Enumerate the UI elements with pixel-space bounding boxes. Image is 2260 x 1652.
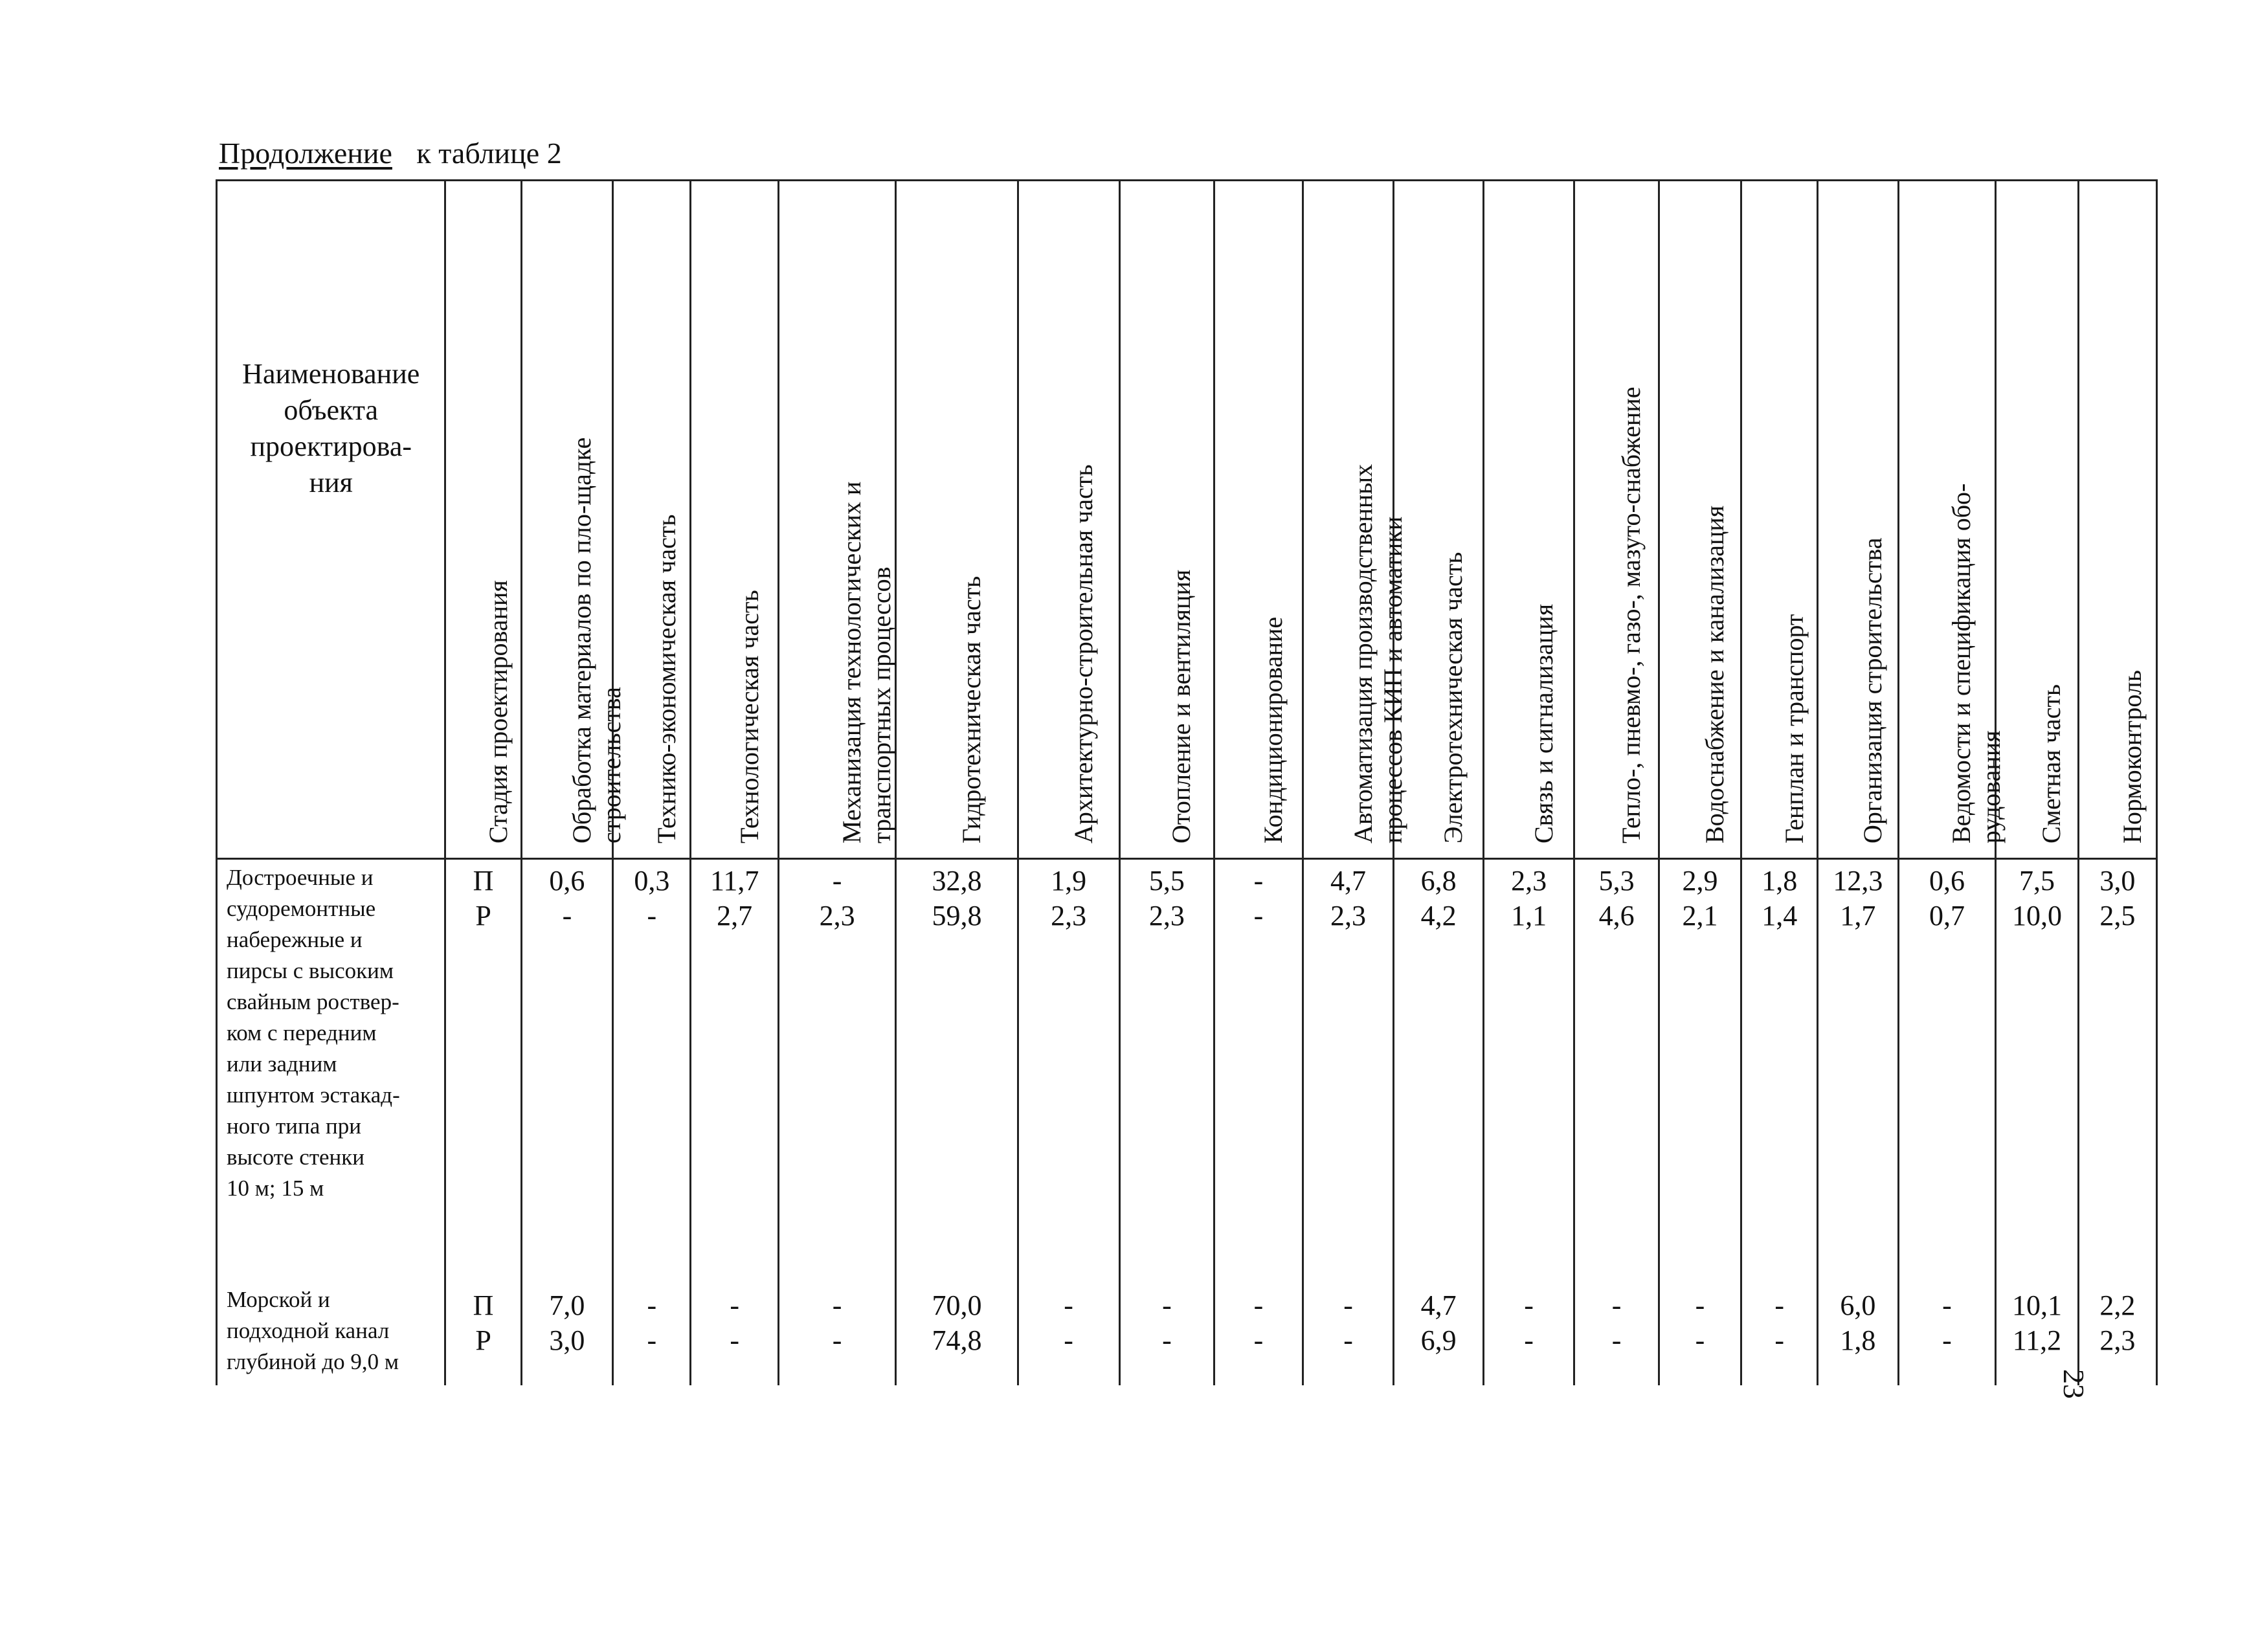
- value-stage-r: 2,1: [1682, 900, 1718, 932]
- value-stage-p: 5,5: [1148, 865, 1185, 897]
- column-header-label: Технико-экономическая часть: [651, 514, 681, 843]
- value-cell: [2078, 1258, 2156, 1385]
- column-header: [613, 181, 691, 859]
- value-stage-p: 4,7: [1330, 865, 1367, 897]
- object-name-line: Морской и: [227, 1287, 330, 1312]
- value-stage-r: 1,1: [1511, 900, 1547, 932]
- object-name-line: 10 м; 15 м: [227, 1176, 324, 1201]
- value-stage-p: -: [1524, 1289, 1534, 1321]
- table-caption: [219, 136, 562, 170]
- value-stage-p: 2,2: [2099, 1289, 2136, 1321]
- value-stage-p: 0,6: [1929, 865, 1965, 897]
- value-stage-r: 0,7: [1929, 900, 1965, 932]
- object-name-line: ком с передним: [227, 1020, 377, 1045]
- table-row: [217, 859, 2157, 1259]
- value-stage-r: 2,3: [1330, 900, 1367, 932]
- column-header-label: Гидротехническая часть: [956, 575, 986, 843]
- value-stage-r: 1,7: [1840, 900, 1876, 932]
- value-stage-p: П: [473, 1289, 494, 1321]
- value-stage-r: 2,3: [1148, 900, 1185, 932]
- column-header: [2078, 181, 2156, 859]
- value-stage-p: -: [647, 1289, 657, 1321]
- object-name-line: ного типа при: [227, 1113, 361, 1139]
- value-stage-p: 32,8: [932, 865, 982, 897]
- value-stage-r: -: [1695, 1324, 1705, 1356]
- column-header: [1574, 181, 1659, 859]
- page-number: 23: [2057, 1369, 2090, 1399]
- value-stage-r: -: [1611, 1324, 1622, 1356]
- value-cell: [1119, 1258, 1214, 1385]
- value-stage-r: 4,6: [1598, 900, 1635, 932]
- value-cell: [691, 1258, 778, 1385]
- value-cell: [1483, 859, 1574, 1259]
- value-stage-r: -: [562, 900, 572, 932]
- column-header: [1659, 181, 1741, 859]
- value-cell: [1214, 859, 1303, 1259]
- object-name-line: глубиной до 9,0 м: [227, 1349, 399, 1374]
- column-header-label: Тепло-, пневмо-, газо-, мазуто-снабжение: [1617, 386, 1646, 843]
- column-header: [1214, 181, 1303, 859]
- value-stage-r: 4,2: [1420, 900, 1457, 932]
- value-stage-p: 70,0: [932, 1289, 982, 1321]
- column-header-label: Ведомости и спецификация обо-рудования: [1947, 483, 2006, 843]
- value-cell: [1574, 1258, 1659, 1385]
- value-cell: [1303, 859, 1394, 1259]
- value-stage-p: -: [832, 865, 842, 897]
- column-header-label: Генплан и транспорт: [1779, 614, 1809, 843]
- value-cell: [1996, 859, 2078, 1259]
- value-stage-p: 7,5: [2019, 865, 2055, 897]
- header-object-name: [217, 181, 445, 859]
- value-stage-p: 0,3: [634, 865, 670, 897]
- value-stage-p: -: [1253, 1289, 1264, 1321]
- table-header-row: [217, 181, 2157, 859]
- object-name-line: или задним: [227, 1051, 337, 1077]
- value-stage-r: 59,8: [932, 900, 982, 932]
- column-header-label: Организация строительства: [1857, 537, 1887, 843]
- value-stage-p: П: [473, 865, 494, 897]
- value-stage-p: 2,9: [1682, 865, 1718, 897]
- object-name-line: свайным роствер-: [227, 989, 399, 1014]
- header-object-name-line: проектирова-: [250, 430, 412, 462]
- value-cell: [1659, 1258, 1741, 1385]
- value-stage-p: -: [1064, 1289, 1073, 1321]
- column-header-label: Автоматизация производственных процессов КИП и автоматики: [1348, 463, 1407, 843]
- value-stage-p: -: [1695, 1289, 1705, 1321]
- value-cell: [1574, 859, 1659, 1259]
- object-name-cell: [217, 859, 445, 1259]
- value-stage-p: -: [1162, 1289, 1172, 1321]
- column-header: [1741, 181, 1818, 859]
- value-cell: [1741, 1258, 1818, 1385]
- object-name-line: пирсы с высоким: [227, 958, 394, 983]
- value-cell: [778, 1258, 895, 1385]
- table-row: [217, 1258, 2157, 1385]
- value-stage-r: -: [1162, 1324, 1172, 1356]
- value-cell: [1394, 1258, 1484, 1385]
- header-object-name-line: объекта: [284, 394, 379, 426]
- column-header-label: Отопление и вентиляция: [1167, 569, 1196, 843]
- value-cell: [1303, 1258, 1394, 1385]
- value-cell: [521, 859, 613, 1259]
- value-cell: [1818, 859, 1898, 1259]
- value-stage-r: 11,2: [2012, 1324, 2062, 1356]
- value-stage-p: -: [1942, 1289, 1952, 1321]
- column-header-label: Нормоконтроль: [2117, 669, 2147, 843]
- object-name-line: шпунтом эстакад-: [227, 1082, 400, 1108]
- value-stage-r: -: [1253, 900, 1264, 932]
- column-header-label: Связь и сигнализация: [1528, 603, 1558, 843]
- value-cell: [1214, 1258, 1303, 1385]
- value-stage-p: 6,8: [1420, 865, 1457, 897]
- column-header: [445, 181, 521, 859]
- object-name-cell: [217, 1258, 445, 1385]
- value-cell: [896, 859, 1018, 1259]
- caption-continuation: Продолжение: [219, 137, 392, 170]
- value-cell: [1898, 1258, 1996, 1385]
- column-header: [1303, 181, 1407, 859]
- column-header-label: Кондиционирование: [1258, 616, 1288, 843]
- column-header: [1394, 181, 1484, 859]
- value-cell: [1659, 859, 1741, 1259]
- value-stage-r: Р: [475, 1324, 491, 1356]
- column-header-label: Механизация технологических и транспортных процессов: [837, 481, 897, 843]
- value-stage-p: 12,3: [1833, 865, 1883, 897]
- object-name-line: подходной канал: [227, 1318, 390, 1343]
- column-header: [1483, 181, 1574, 859]
- value-cell: [1818, 1258, 1898, 1385]
- column-header: [1818, 181, 1898, 859]
- value-stage-p: -: [1774, 1289, 1785, 1321]
- value-stage-r: -: [832, 1324, 842, 1356]
- value-stage-r: 2,7: [717, 900, 753, 932]
- value-cell: [1996, 1258, 2078, 1385]
- value-stage-r: 1,8: [1840, 1324, 1876, 1356]
- value-cell: [1119, 859, 1214, 1259]
- value-stage-r: Р: [475, 900, 491, 932]
- data-table: [216, 179, 2158, 1385]
- object-name-line: Достроечные и: [227, 865, 374, 890]
- value-cell: [778, 859, 895, 1259]
- value-stage-p: 10,1: [2011, 1289, 2062, 1321]
- column-header: [1119, 181, 1214, 859]
- column-header: [1996, 181, 2078, 859]
- column-header: [1018, 181, 1119, 859]
- value-stage-r: -: [1942, 1324, 1952, 1356]
- value-stage-p: 11,7: [710, 865, 759, 897]
- value-stage-p: 4,7: [1420, 1289, 1457, 1321]
- value-cell: [1483, 1258, 1574, 1385]
- value-stage-r: 10,0: [2011, 900, 2062, 932]
- value-stage-p: 7,0: [549, 1289, 585, 1321]
- header-object-name-line: ния: [309, 467, 353, 498]
- value-stage-r: 3,0: [549, 1324, 585, 1356]
- header-object-name-line: Наименование: [242, 358, 420, 390]
- value-stage-r: -: [1524, 1324, 1534, 1356]
- column-header-label: Архитектурно-строительная часть: [1068, 464, 1098, 843]
- object-name-line: высоте стенки: [227, 1144, 365, 1170]
- value-stage-p: 6,0: [1840, 1289, 1876, 1321]
- value-stage-p: -: [1343, 1289, 1353, 1321]
- column-header-label: Водоснабжение и канализация: [1699, 505, 1729, 843]
- value-stage-r: 1,4: [1762, 900, 1798, 932]
- value-stage-p: 2,3: [1511, 865, 1547, 897]
- value-stage-p: 0,6: [549, 865, 585, 897]
- value-stage-r: -: [1064, 1324, 1073, 1356]
- value-stage-r: 74,8: [932, 1324, 982, 1356]
- value-cell: [1898, 859, 1996, 1259]
- value-stage-r: 2,5: [2099, 900, 2136, 932]
- value-cell: [896, 1258, 1018, 1385]
- value-cell: [1018, 859, 1119, 1259]
- value-cell: [2078, 859, 2156, 1259]
- column-header: [691, 181, 778, 859]
- column-header: [521, 181, 626, 859]
- value-stage-p: -: [832, 1289, 842, 1321]
- value-cell: [613, 859, 691, 1259]
- value-stage-r: -: [1253, 1324, 1264, 1356]
- column-header: [778, 181, 895, 859]
- value-stage-p: -: [1253, 865, 1264, 897]
- column-header-label: Сметная часть: [2037, 684, 2066, 843]
- value-cell: [445, 1258, 521, 1385]
- value-stage-r: -: [647, 900, 657, 932]
- value-stage-r: 2,3: [819, 900, 855, 932]
- value-stage-r: -: [1343, 1324, 1353, 1356]
- value-stage-p: 1,8: [1762, 865, 1798, 897]
- value-cell: [1018, 1258, 1119, 1385]
- value-stage-p: -: [730, 1289, 739, 1321]
- value-stage-r: 6,9: [1420, 1324, 1457, 1356]
- value-stage-p: 3,0: [2099, 865, 2136, 897]
- column-header-label: Стадия проектирования: [483, 580, 513, 843]
- column-header: [1898, 181, 2006, 859]
- object-name-line: судоремонтные: [227, 896, 376, 921]
- value-cell: [1394, 859, 1484, 1259]
- value-stage-r: 2,3: [1051, 900, 1087, 932]
- value-stage-r: -: [1774, 1324, 1785, 1356]
- value-stage-p: 5,3: [1598, 865, 1635, 897]
- column-header-label: Обработка материалов по пло-щадке строительства: [566, 437, 626, 843]
- value-stage-r: -: [730, 1324, 739, 1356]
- value-cell: [1741, 859, 1818, 1259]
- column-header-label: Технологическая часть: [734, 590, 764, 843]
- value-stage-p: 1,9: [1051, 865, 1087, 897]
- value-stage-r: 2,3: [2099, 1324, 2136, 1356]
- value-stage-p: -: [1611, 1289, 1622, 1321]
- value-cell: [445, 859, 521, 1259]
- value-cell: [613, 1258, 691, 1385]
- column-header: [896, 181, 1018, 859]
- object-name-line: набережные и: [227, 927, 363, 952]
- column-header-label: Электротехническая часть: [1438, 552, 1468, 843]
- value-cell: [691, 859, 778, 1259]
- caption-table-ref: к таблице 2: [416, 137, 562, 170]
- value-cell: [521, 1258, 613, 1385]
- value-stage-r: -: [647, 1324, 657, 1356]
